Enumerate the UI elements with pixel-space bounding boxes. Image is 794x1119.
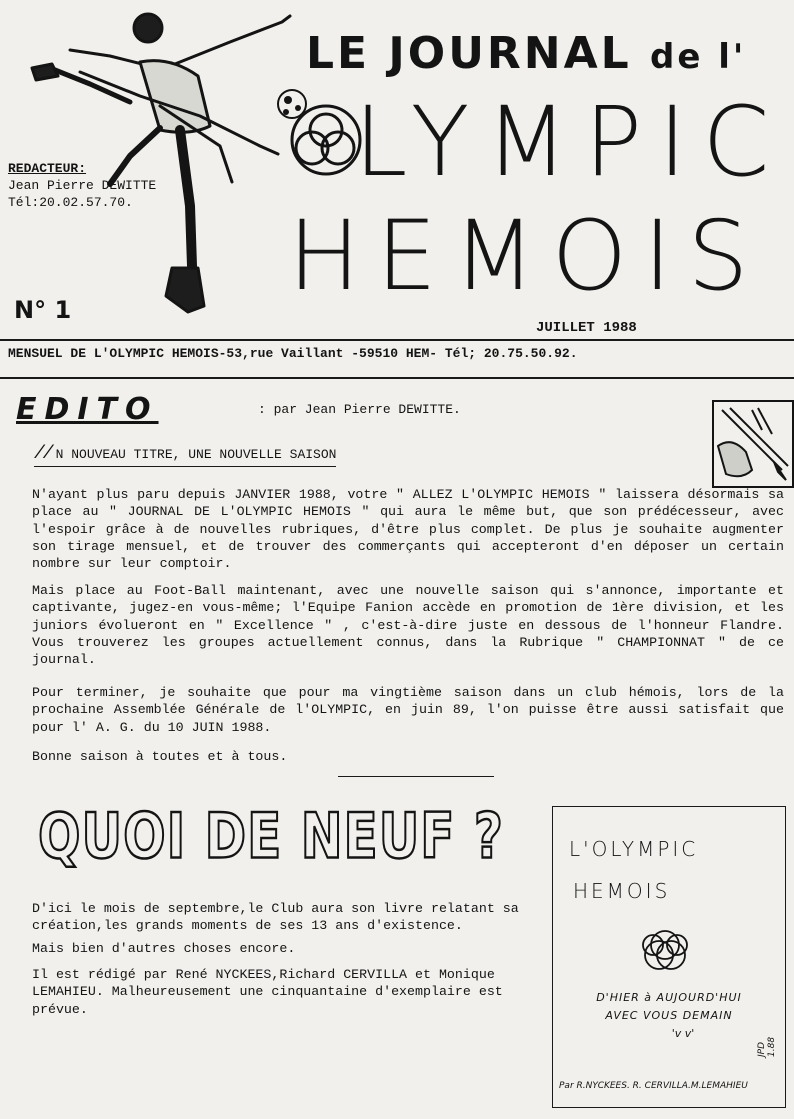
edito-paragraph-1: N'ayant plus paru depuis JANVIER 1988, votre " ALLEZ L'OLYMPIC HEMOIS " laissera désormais sa place au " JOURNAL DE L'OLYMPIC HEMOIS " qui aura le même but, que son prédécesseur, avec l'espoir grâce à de nouvelles rubriques, d'être plus complet. De plus je souhaite augmenter son tirage mensuel, et de trouver des commerçants qui accepteront d'en déposer un certain nombre sur leur comptoir. (32, 487, 784, 572)
edito-paragraph-2: Mais place au Foot-Ball maintenant, avec une nouvelle saison qui s'annonce, importante et captivante, jugez-en vous-même; l'Equipe Fanion accède en promotion de 1ère division, et les juniors évolueront en " Excellence " , c'est-à-dire juste en dessous de l'honneur Flandre. Vous trouverez les groupes actuellement connus, dans la Rubrique " CHAMPIONNAT " de ce journal. (32, 583, 784, 668)
redacteur-label: REDACTEUR: (8, 161, 87, 176)
edito-paragraph-3: Pour terminer, je souhaite que pour ma vingtième saison dans un club hémois, lors de la prochaine Assemblée Générale de l'OLYMPIC, en juin 89, l'on puisse être aussi satisfait que pour l' A. G. du 10 JUIN 1988. (32, 685, 784, 735)
edito-subtitle-mark: // (34, 444, 52, 464)
edito-byline: : par Jean Pierre DEWITTE. (258, 402, 461, 417)
book-title-line2: HEMOIS (573, 879, 671, 903)
journal-title (306, 28, 746, 79)
rule-bottom (0, 377, 794, 379)
book-initials: 'v v' (671, 1027, 695, 1040)
news-paragraph-1: D'ici le mois de septembre,le Club aura son livre relatant sa création,les grands moments de ses 13 ans d'existence. (32, 901, 519, 934)
logo-olympic: LYMPIC (354, 86, 786, 198)
book-signature: JPD 1.88 (757, 1036, 777, 1057)
pen-writing-icon (712, 400, 794, 488)
news-paragraph-3: Il est rédigé par René NYCKEES,Richard CERVILLA et Monique LEMAHIEU. Malheureusement une cinquantaine d'exemplaire est prévue. (32, 967, 503, 1017)
edito-subtitle-text: N NOUVEAU TITRE, UNE NOUVELLE SAISON (55, 447, 337, 462)
edito-paragraph-4: Bonne saison à toutes et à tous. (32, 749, 288, 764)
book-caption-line2: AVEC VOUS DEMAIN (605, 1009, 733, 1022)
book-title-line1: L'OLYMPIC (569, 837, 699, 861)
book-cover-box (552, 806, 786, 1108)
edito-heading: EDITO (16, 392, 159, 427)
book-rings-emblem (613, 921, 723, 987)
journal-title-main: LE JOURNAL (306, 28, 632, 79)
news-paragraph-2: Mais bien d'autres choses encore. (32, 941, 296, 956)
issue-number: N° 1 (14, 296, 72, 324)
edito-subtitle (34, 444, 336, 467)
book-credits: Par R.NYCKEES. R. CERVILLA.M.LEMAHIEU (559, 1081, 748, 1091)
issue-date: JUILLET 1988 (536, 320, 637, 336)
news-heading: QUOI DE NEUF ? (38, 800, 504, 873)
logo-hemois: HEMOIS (288, 200, 765, 312)
journal-title-de: de l' (650, 37, 747, 77)
rule-top (0, 339, 794, 341)
book-caption-line1: D'HIER à AUJOURD'HUI (596, 991, 742, 1004)
section-divider (338, 776, 494, 777)
redacteur-tel: Tél:20.02.57.70. (8, 195, 133, 210)
redacteur-block (8, 160, 156, 211)
masthead-address: MENSUEL DE L'OLYMPIC HEMOIS-53,rue Vaillant -59510 HEM- Tél; 20.75.50.92. (8, 346, 578, 361)
redacteur-name: Jean Pierre DEWITTE (8, 178, 157, 193)
